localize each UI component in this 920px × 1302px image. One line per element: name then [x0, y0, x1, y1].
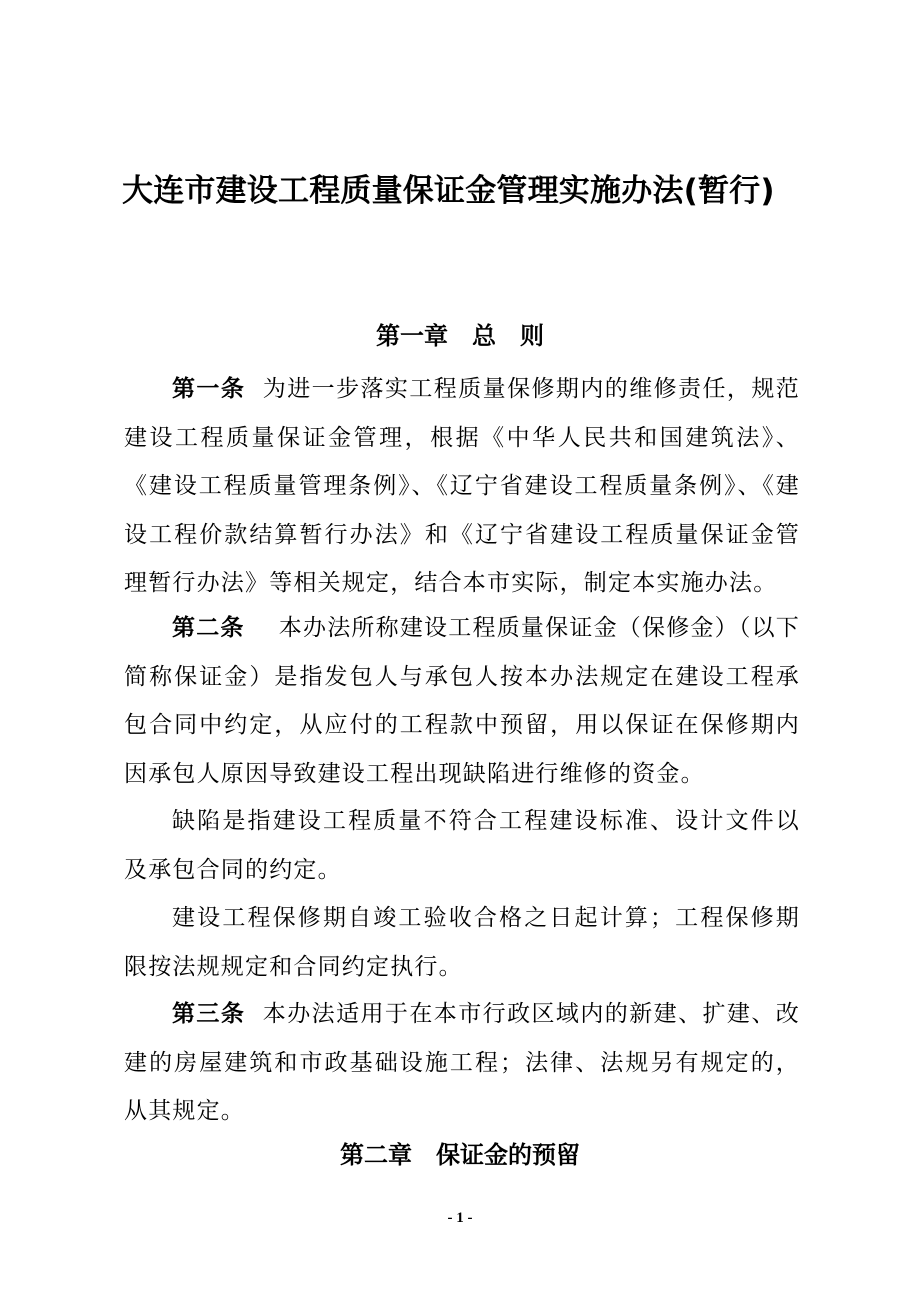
chapter-heading-2: 第二章 保证金的预留: [340, 1141, 580, 1169]
article-3: [124, 990, 800, 1136]
paragraph-warranty-period: 建设工程保修期自竣工验收合格之日起计算；工程保修期限按法规规定和合同约定执行。: [124, 905, 800, 980]
page-number: - 1 -: [447, 1210, 473, 1226]
article-1: [124, 365, 800, 608]
article-2-text: 本办法所称建设工程质量保证金（保修金）（以下简称保证金）是指发包人与承包人按本办法规定在建设工程承包合同中约定，从应付的工程款中预留，用以保证在保修期内因承包人原因导致建设工程出现缺陷进行维修的资金。: [124, 615, 800, 787]
article-3-text: 本办法适用于在本市行政区域内的新建、扩建、改建的房屋建筑和市政基础设施工程；法律、法规另有规定的，从其规定。: [124, 1001, 800, 1124]
article-2-label: 第二条: [172, 615, 245, 641]
article-1-text: 为进一步落实工程质量保修期内的维修责任，规范建设工程质量保证金管理，根据《中华人民共和国建筑法》、《建设工程质量管理条例》、《辽宁省建设工程质量条例》、《建设工程价款结算暂行办法》和《辽宁省建设工程质量保证金管理暂行办法》等相关规定，结合本市实际，制定本实施办法。: [124, 376, 800, 596]
document-title: 大连市建设工程质量保证金管理实施办法(暂行): [122, 173, 775, 209]
article-1-label: 第一条: [172, 376, 246, 402]
article-2: [124, 604, 800, 798]
paragraph-defect-definition: 缺陷是指建设工程质量不符合工程建设标准、设计文件以及承包合同的约定。: [124, 808, 800, 883]
chapter-heading-1: 第一章 总 则: [376, 322, 544, 350]
article-3-label: 第三条: [172, 1001, 246, 1027]
